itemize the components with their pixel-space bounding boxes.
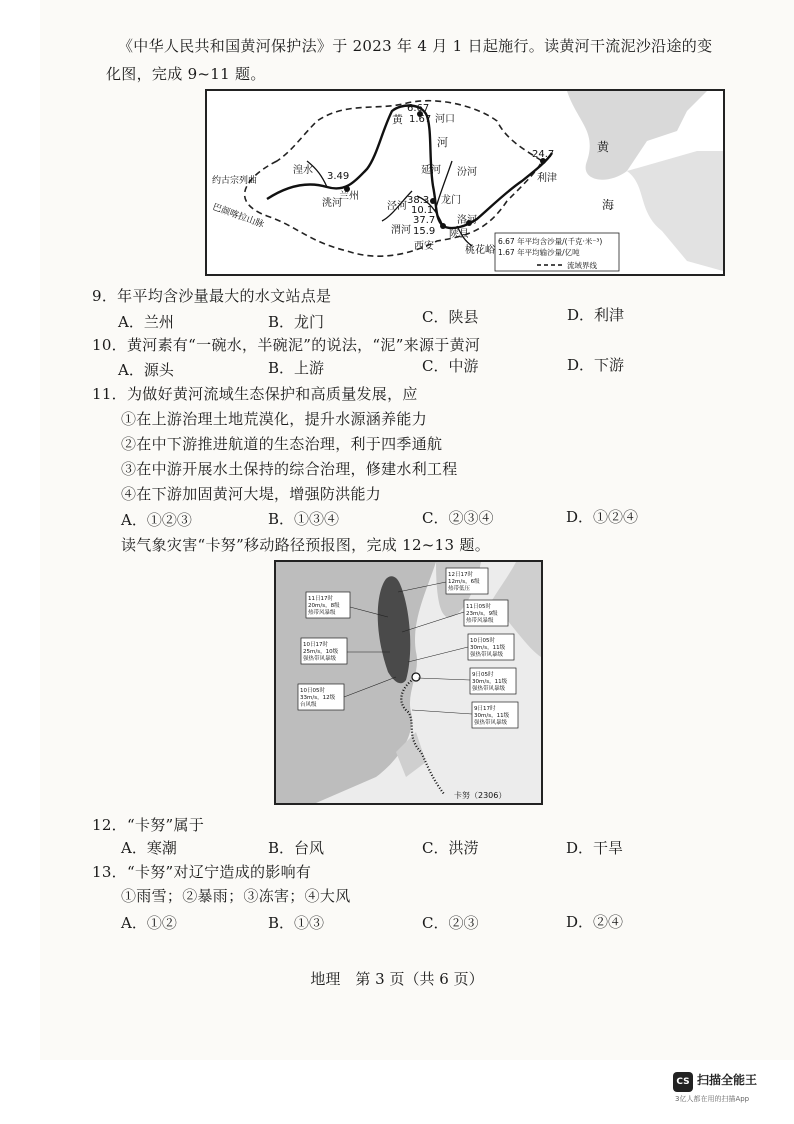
label-taohe: 洮河: [322, 198, 342, 209]
label-xian: 西安: [414, 241, 434, 252]
station-longmen-flow: 10.1: [411, 205, 434, 216]
svg-text:台风级: 台风级: [300, 702, 317, 708]
station-shanxian-dot: [440, 223, 446, 229]
q11-statement-4: ④在下游加固黄河大堤，增强防洪能力: [121, 485, 382, 503]
q11-option-b: B．①③④: [268, 510, 340, 528]
legend-boundary: 流域界线: [567, 261, 597, 270]
label-qushu: 约古宗列曲: [212, 176, 258, 186]
camscanner-tagline: 3亿人都在用的扫描App: [675, 1095, 750, 1103]
intro2-line: 读气象灾害“卡努”移动路径预报图，完成 12~13 题。: [121, 536, 491, 554]
svg-text:11日05时: 11日05时: [466, 604, 491, 610]
station-lanzhou-sand: 3.49: [327, 171, 350, 182]
label-he-1: 河: [437, 136, 448, 149]
svg-text:9日17时: 9日17时: [474, 706, 496, 712]
q13-stem: 13．“卡努”对辽宁造成的影响有: [92, 863, 312, 881]
q11-statement-1: ①在上游治理土地荒漠化，提升水源涵养能力: [121, 410, 428, 428]
yellow-river-map: [205, 89, 725, 276]
label-luohe: 洛河: [457, 215, 477, 226]
svg-text:10日17时: 10日17时: [303, 642, 328, 648]
q12-option-b: B．台风: [268, 839, 325, 857]
q11-option-a: A．①②③: [121, 511, 192, 529]
label-huang-sea: 黄: [597, 140, 610, 154]
legend-sand: 6.67 年平均含沙量/(千克·米⁻³): [498, 237, 603, 246]
svg-text:9日05时: 9日05时: [472, 672, 494, 678]
label-weihe: 渭河: [391, 225, 411, 236]
info-box-7: [470, 668, 516, 694]
q9-option-a: A．兰州: [118, 313, 174, 331]
label-huangshui: 湟水: [293, 165, 313, 176]
q13-option-d: D．②④: [566, 913, 624, 931]
q10-stem: 10．黄河素有“一碗水，半碗泥”的说法，“泥”来源于黄河: [92, 336, 481, 354]
q13-option-c: C．②③: [422, 914, 479, 932]
info-box-4: [301, 638, 347, 664]
station-top-flow: 1.67: [409, 114, 432, 125]
label-lijin: 利津: [537, 173, 557, 184]
q9-option-c: C．陕县: [422, 308, 479, 326]
q11-stem: 11．为做好黄河流域生态保护和高质量发展，应: [92, 385, 418, 403]
q12-option-a: A．寒潮: [121, 839, 177, 857]
q12-stem: 12．“卡努”属于: [92, 816, 205, 834]
info-box-6: [298, 684, 344, 710]
label-lanzhou: 兰州: [339, 191, 359, 202]
station-shanxian-sand: 37.7: [413, 215, 436, 226]
svg-text:23m/s，9级: 23m/s，9级: [466, 611, 498, 617]
svg-text:强热带风暴级: 强热带风暴级: [474, 720, 508, 726]
storm-label: 卡努（2306）: [454, 791, 507, 800]
svg-text:热带风暴级: 热带风暴级: [466, 618, 494, 624]
svg-text:25m/s，10级: 25m/s，10级: [303, 649, 339, 655]
q11-statement-3: ③在中游开展水土保持的综合治理，修建水利工程: [121, 460, 458, 478]
typhoon-track-map: [274, 560, 543, 805]
typhoon-current-pos: [412, 673, 420, 681]
svg-text:强热带风暴级: 强热带风暴级: [472, 686, 506, 692]
intro-line-2: 化图，完成 9~11 题。: [106, 65, 266, 83]
info-box-2: [306, 592, 350, 618]
yellow-river-map-svg: [207, 91, 723, 274]
station-shanxian-flow: 15.9: [413, 226, 436, 237]
svg-text:强热带风暴级: 强热带风暴级: [303, 656, 337, 662]
q9-option-d: D．利津: [567, 306, 625, 324]
q13-statement: ①雨雪；②暴雨；③冻害；④大风: [121, 887, 351, 905]
q10-option-a: A．源头: [118, 361, 174, 379]
svg-text:热带低压: 热带低压: [448, 586, 471, 592]
svg-text:12日17时: 12日17时: [448, 572, 473, 578]
camscanner-logo-icon: CS: [673, 1072, 693, 1092]
q10-option-c: C．中游: [422, 357, 479, 375]
label-jinghe: 泾河: [387, 201, 407, 212]
label-yanhe: 延河: [421, 165, 441, 176]
info-box-3: [464, 600, 508, 626]
legend-flow: 1.67 年平均输沙量/亿吨: [498, 248, 580, 257]
label-longmen: 龙门: [441, 195, 461, 206]
svg-text:30m/s，11级: 30m/s，11级: [472, 679, 508, 685]
svg-text:20m/s，8级: 20m/s，8级: [308, 603, 340, 609]
info-box-1: [446, 568, 488, 594]
svg-text:10日05时: 10日05时: [300, 688, 325, 694]
label-shanxian: 陕县: [449, 229, 469, 240]
svg-text:11日17时: 11日17时: [308, 596, 333, 602]
camscanner-name: 扫描全能王: [697, 1073, 758, 1087]
label-hekou: 河口: [435, 114, 455, 125]
q11-option-d: D．①②④: [566, 508, 639, 526]
label-fenhe: 汾河: [457, 167, 477, 178]
q13-option-b: B．①③: [268, 914, 325, 932]
q11-option-c: C．②③④: [422, 509, 494, 527]
info-box-8: [472, 702, 518, 728]
svg-text:30m/s，11级: 30m/s，11级: [470, 645, 506, 651]
q9-stem: 9．年平均含沙量最大的水文站点是: [92, 287, 332, 305]
station-lijin-sand: 24.7: [532, 149, 555, 160]
label-huang: 黄: [392, 113, 403, 126]
q12-option-d: D．干旱: [566, 839, 624, 857]
label-sea: 海: [602, 198, 615, 212]
q10-option-d: D．下游: [567, 356, 625, 374]
label-huayuankou: 桃花峪: [465, 245, 495, 256]
q12-option-c: C．洪涝: [422, 839, 479, 857]
q10-option-b: B．上游: [268, 359, 325, 377]
svg-text:强热带风暴级: 强热带风暴级: [470, 652, 504, 658]
svg-text:10日05时: 10日05时: [470, 638, 495, 644]
page-footer: 地理 第 3 页（共 6 页）: [310, 970, 484, 988]
station-longmen-sand: 38.3: [407, 195, 430, 206]
svg-text:30m/s，11级: 30m/s，11级: [474, 713, 510, 719]
label-bayan: 巴颜喀拉山脉: [210, 202, 266, 231]
svg-text:热带风暴级: 热带风暴级: [308, 610, 336, 616]
q11-statement-2: ②在中下游推进航道的生态治理，利于四季通航: [121, 435, 443, 453]
intro-line-1: 《中华人民共和国黄河保护法》于 2023 年 4 月 1 日起施行。读黄河干流泥沙沿途的变: [118, 37, 713, 55]
svg-text:12m/s，6级: 12m/s，6级: [448, 579, 480, 585]
svg-text:33m/s，12级: 33m/s，12级: [300, 695, 336, 701]
q13-option-a: A．①②: [121, 914, 177, 932]
typhoon-track-svg: [276, 562, 541, 803]
q9-option-b: B．龙门: [268, 313, 325, 331]
info-box-5: [468, 634, 514, 660]
station-longmen-dot: [430, 198, 436, 204]
station-top-sand: 6.67: [407, 103, 430, 114]
